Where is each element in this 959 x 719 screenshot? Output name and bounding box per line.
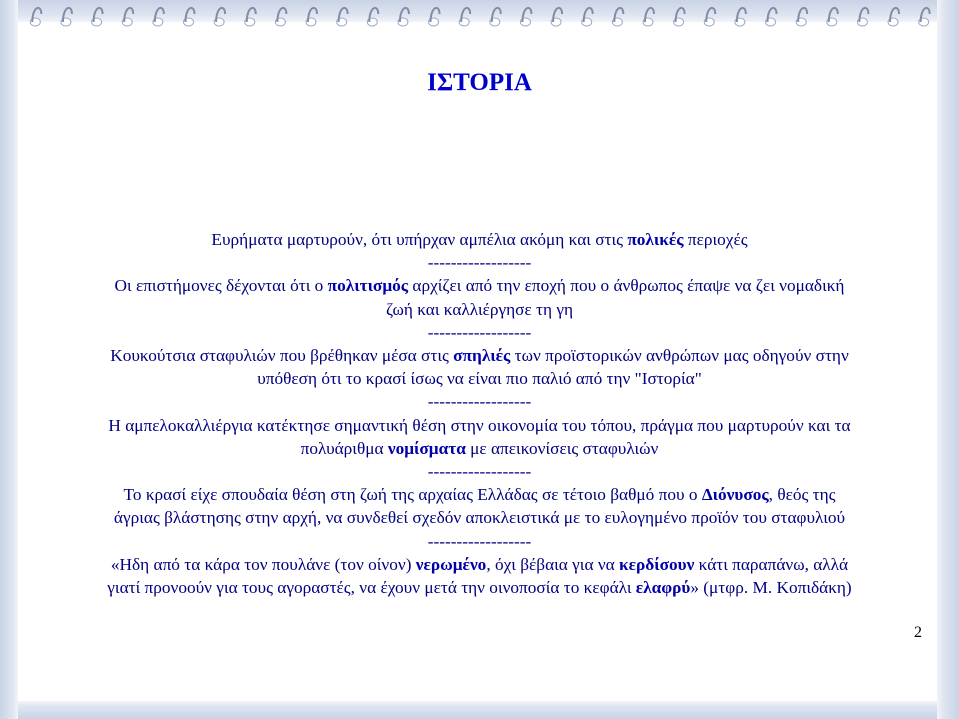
binder-ring (337, 8, 348, 26)
binder-ring (704, 8, 715, 26)
paragraph-line (24, 576, 935, 599)
text-segment: , όχι βέβαια για να (486, 554, 620, 574)
binder-ring (735, 8, 746, 26)
slide-title: ΙΣΤΟΡΙΑ (427, 69, 532, 96)
text-segment: περιοχές (683, 230, 748, 249)
binder-ring (61, 8, 72, 26)
emphasis-text: ελαφρύ (635, 578, 691, 598)
emphasis-text: πολικές (627, 230, 684, 249)
frame-bottom-border (0, 701, 959, 719)
binder-ring (245, 8, 256, 26)
binder-rings-decoration (20, 0, 939, 30)
binder-ring (674, 8, 685, 26)
text-segment: «Ηδη από τα κάρα τον πουλάνε (τον οίνον) (110, 554, 416, 574)
text-segment: με απεικονίσεις σταφυλιών (465, 438, 659, 458)
binder-ring (857, 8, 868, 26)
text-segment: άγριας βλάστησης στην αρχή, να συνδεθεί σχεδόν αποκλειστικά με το ευλογημένο προϊόν του σταφυλιού (113, 508, 846, 528)
text-segment: » (μτφρ. Μ. Κοπιδάκη) (690, 578, 852, 598)
binder-ring (490, 8, 501, 26)
binder-ring (275, 8, 286, 26)
emphasis-text: νερωμένο (415, 554, 487, 574)
text-segment: Η αμπελοκαλλιέργια κατέκτησε σημαντική θέση στην οικονομία του τόπου, πράγμα που μαρτυρούν και τα (108, 415, 851, 435)
text-segment: υπόθεση ότι το κρασί ίσως να είναι πιο παλιό από την "Ιστορία" (257, 369, 702, 389)
emphasis-text: νομίσματα (387, 438, 466, 458)
text-segment: γιατί προνοούν για τους αγοραστές, να έχουν μετά την οινοποσία το κεφάλι (107, 578, 636, 598)
paragraph-line (24, 344, 935, 367)
binder-ring (429, 8, 440, 26)
binder-ring (306, 8, 317, 26)
binder-ring (582, 8, 593, 26)
text-segment: των προϊστορικών ανθρώπων μας οδηγούν στην (510, 346, 849, 366)
text-segment: πολυάριθμα (300, 438, 388, 458)
text-segment: Οι επιστήμονες δέχονται ότι ο (114, 276, 328, 296)
binder-ring (612, 8, 623, 26)
paragraph-line (24, 228, 935, 251)
paragraph-line (24, 414, 935, 437)
binder-ring (30, 8, 41, 26)
binder-ring (459, 8, 470, 26)
separator-line: ------------------ (427, 322, 532, 342)
paragraph-line (24, 437, 935, 460)
binder-ring (92, 8, 103, 26)
separator-line: ------------------ (427, 462, 532, 482)
separator-line: ------------------ (427, 253, 532, 273)
emphasis-text: σπηλιές (453, 346, 511, 366)
paragraph-line (24, 506, 935, 529)
separator-line: ------------------ (427, 392, 532, 412)
frame-left-border (0, 0, 18, 719)
binder-ring (520, 8, 531, 26)
binder-ring (919, 8, 930, 26)
paragraph-line (24, 553, 935, 576)
paragraph-line (24, 483, 935, 506)
paragraph-line (24, 367, 935, 390)
binder-ring (183, 8, 194, 26)
frame-right-border (937, 0, 959, 719)
text-segment: αρχίζει από την εποχή που ο άνθρωπος έπαψε να ζει νομαδική (408, 276, 845, 296)
binder-ring (153, 8, 164, 26)
text-segment: Το κρασί είχε σπουδαία θέση στη ζωή της αρχαίας Ελλάδας σε τέτοιο βαθμό που ο (123, 485, 702, 505)
binder-ring (398, 8, 409, 26)
paragraph-line (24, 298, 935, 321)
emphasis-text: κερδίσουν (619, 554, 695, 574)
binder-ring (766, 8, 777, 26)
slide-body (24, 228, 935, 599)
binder-ring (551, 8, 562, 26)
page-number: 2 (914, 624, 922, 641)
paragraph-line (24, 274, 935, 297)
separator-line: ------------------ (427, 531, 532, 551)
binder-ring (122, 8, 133, 26)
emphasis-text: Διόνυσος (701, 485, 769, 505)
binder-ring (643, 8, 654, 26)
text-segment: Κουκούτσια σταφυλιών που βρέθηκαν μέσα στις (110, 346, 454, 366)
emphasis-text: πολιτισμός (327, 276, 409, 296)
binder-ring (827, 8, 838, 26)
binder-ring (796, 8, 807, 26)
text-segment: κάτι παραπάνω, αλλά (694, 554, 849, 574)
text-segment: Ευρήματα μαρτυρούν, ότι υπήρχαν αμπέλια ακόμη και στις (211, 230, 628, 249)
text-segment: ζωή και καλλιέργησε τη γη (385, 299, 574, 319)
binder-ring (888, 8, 899, 26)
text-segment: , θεός της (768, 485, 836, 505)
binder-ring (214, 8, 225, 26)
binder-ring (367, 8, 378, 26)
